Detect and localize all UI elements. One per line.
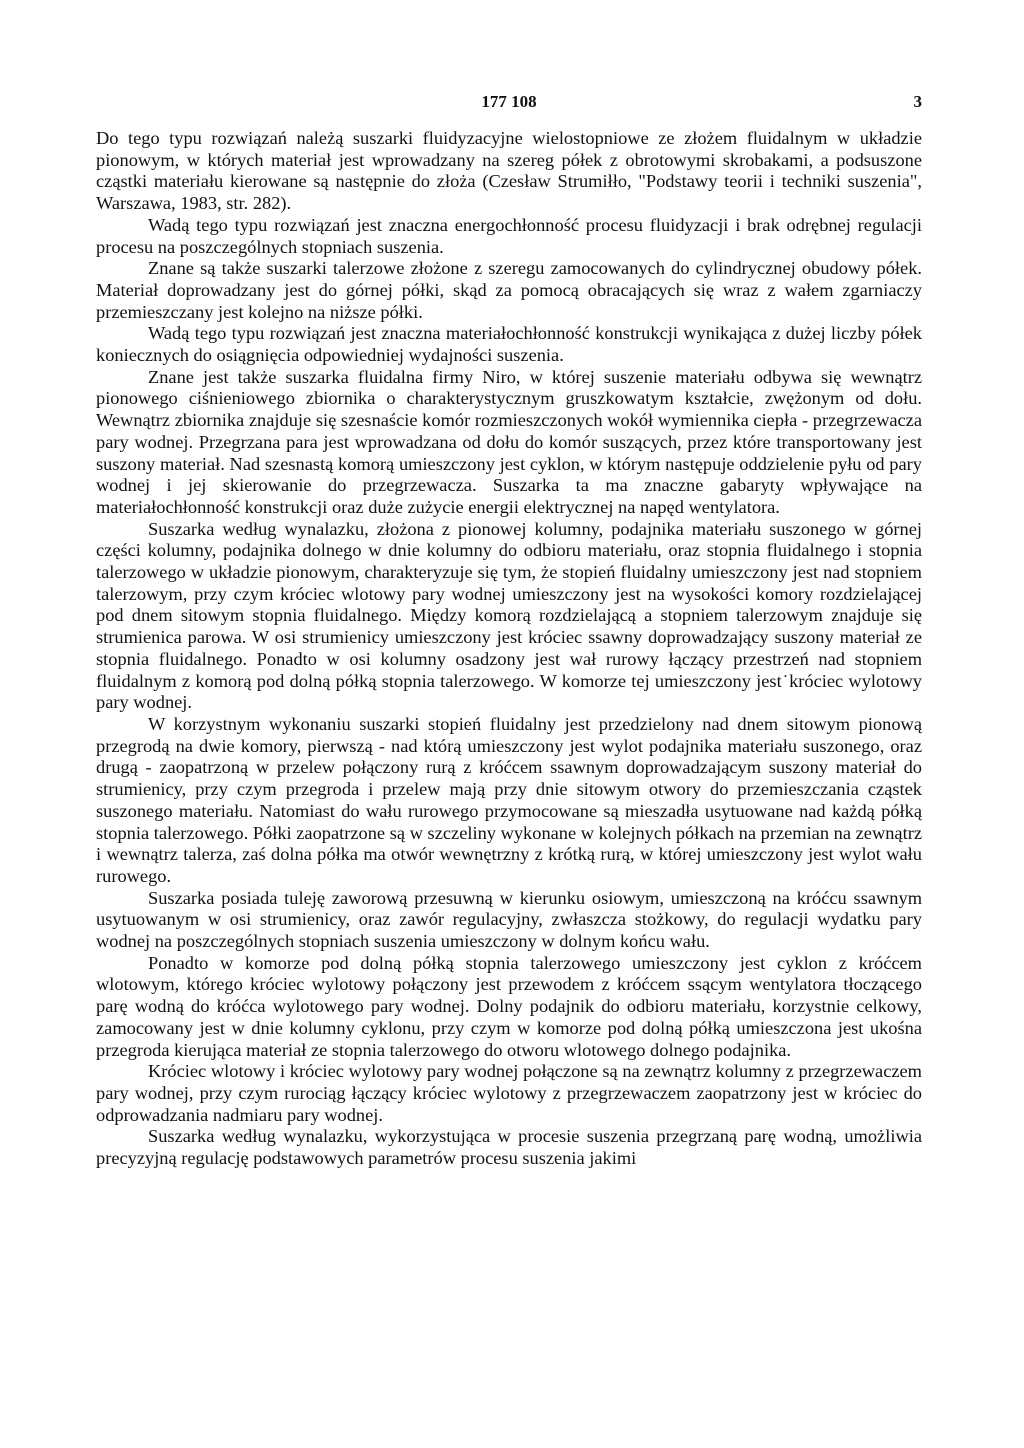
page-header xyxy=(96,92,922,120)
paragraph: Suszarka według wynalazku, złożona z pionowej kolumny, podajnika materiału suszonego w górnej części kolumny, podajnika dolnego w dnie kolumny do odbioru materiału, oraz stopnia fluidalnego i stopnia talerzowego w układzie pionowym, charakteryzuje się tym, że stopień fluidalny umieszczony jest nad stopniem talerzowym, przy czym króciec wlotowy pary wodnej umieszczony jest na wysokości komory rozdzielającej pod dnem sitowym stopnia fluidalnego. Między komorą rozdzielającą a stopniem talerzowym znajduje się strumienica parowa. W osi strumienicy umieszczony jest króciec ssawny doprowadzający suszony materiał ze stopnia fluidalnego. Ponadto w osi kolumny osadzony jest wał rurowy łączący przestrzeń nad stopniem fluidalnym z komorą pod dolną półką stopnia talerzowego. W komorze tej umieszczony jest˙króciec wylotowy pary wodnej. xyxy=(96,518,922,713)
body-text xyxy=(96,128,922,1170)
patent-number: 177 108 xyxy=(481,92,537,111)
paragraph: Do tego typu rozwiązań należą suszarki fluidyzacyjne wielostopniowe ze złożem fluidalnym w układzie pionowym, w których materiał jest wprowadzany na szereg półek z obrotowymi skrobakami, a podsuszone cząstki materiału kierowane są następnie do złoża (Czesław Strumiłło, "Podstawy teorii i techniki suszenia", Warszawa, 1983, str. 282). xyxy=(96,128,922,214)
paragraph: W korzystnym wykonaniu suszarki stopień fluidalny jest przedzielony nad dnem sitowym pionową przegrodą na dwie komory, pierwszą - nad którą umieszczony jest wylot podajnika materiału suszonego, oraz drugą - zaopatrzoną w przelew połączony rurą z króćcem ssawnym doprowadzającym suszony materiał do strumienicy, przy czym przegroda i przelew mają przy dnie sitowym otwory do przemieszczania cząstek suszonego materiału. Natomiast do wału rurowego przymocowane są mieszadła usytuowane nad każdą półką stopnia talerzowego. Półki zaopatrzone są w szczeliny wykonane w kolejnych półkach na przemian na zewnątrz i wewnątrz talerza, zaś dolna półka ma otwór wewnętrzny z krótką rurą, w której umieszczony jest wylot wału rurowego. xyxy=(96,713,922,886)
document-page xyxy=(96,92,922,1170)
paragraph: Wadą tego typu rozwiązań jest znaczna materiałochłonność konstrukcji wynikająca z dużej liczby półek koniecznych do osiągnięcia odpowiedniej wydajności suszenia. xyxy=(96,323,922,366)
paragraph: Znane jest także suszarka fluidalna firmy Niro, w której suszenie materiału odbywa się wewnątrz pionowego ciśnieniowego zbiornika o charakterystycznym gruszkowatym kształcie, zwężonym od dołu. Wewnątrz zbiornika znajduje się szesnaście komór rozmieszczonych wokół wymiennika ciepła - przegrzewacza pary wodnej. Przegrzana para jest wprowadzana od dołu do komór suszących, przez które transportowany jest suszony materiał. Nad szesnastą komorą umieszczony jest cyklon, w którym następuje oddzielenie pyłu od pary wodnej i jej skierowanie do przegrzewacza. Suszarka ta ma znaczne gabaryty wpływające na materiałochłonność konstrukcji oraz duże zużycie energii elektrycznej na napęd wentylatora. xyxy=(96,366,922,517)
page-number: 3 xyxy=(913,92,922,111)
paragraph: Suszarka posiada tuleję zaworową przesuwną w kierunku osiowym, umieszczoną na króćcu ssawnym usytuowanym w osi strumienicy, oraz zawór regulacyjny, zwłaszcza stożkowy, do regulacji wydatku pary wodnej na poszczególnych stopniach suszenia umieszczony w dolnym końcu wału. xyxy=(96,887,922,952)
paragraph: Ponadto w komorze pod dolną półką stopnia talerzowego umieszczony jest cyklon z króćcem wlotowym, którego króciec wylotowy połączony jest przewodem z króćcem ssącym wentylatora tłoczącego parę wodną do króćca wylotowego pary wodnej. Dolny podajnik do odbioru materiału, korzystnie celkowy, zamocowany jest w dnie kolumny cyklonu, przy czym w komorze pod dolną półką umieszczona jest ukośna przegroda kierująca materiał ze stopnia talerzowego do otworu wlotowego dolnego podajnika. xyxy=(96,952,922,1060)
paragraph: Suszarka według wynalazku, wykorzystująca w procesie suszenia przegrzaną parę wodną, umożliwia precyzyjną regulację podstawowych parametrów procesu suszenia jakimi xyxy=(96,1126,922,1169)
paragraph: Wadą tego typu rozwiązań jest znaczna energochłonność procesu fluidyzacji i brak odrębnej regulacji procesu na poszczególnych stopniach suszenia. xyxy=(96,214,922,257)
paragraph: Znane są także suszarki talerzowe złożone z szeregu zamocowanych do cylindrycznej obudowy półek. Materiał doprowadzany jest do górnej półki, skąd za pomocą obracających się wraz z wałem zgarniaczy przemieszczany jest kolejno na niższe półki. xyxy=(96,258,922,322)
paragraph: Króciec wlotowy i króciec wylotowy pary wodnej połączone są na zewnątrz kolumny z przegrzewaczem pary wodnej, przy czym rurociąg łączący króciec wylotowy z przegrzewaczem zaopatrzony jest w króciec do odprowadzania nadmiaru pary wodnej. xyxy=(96,1061,922,1125)
